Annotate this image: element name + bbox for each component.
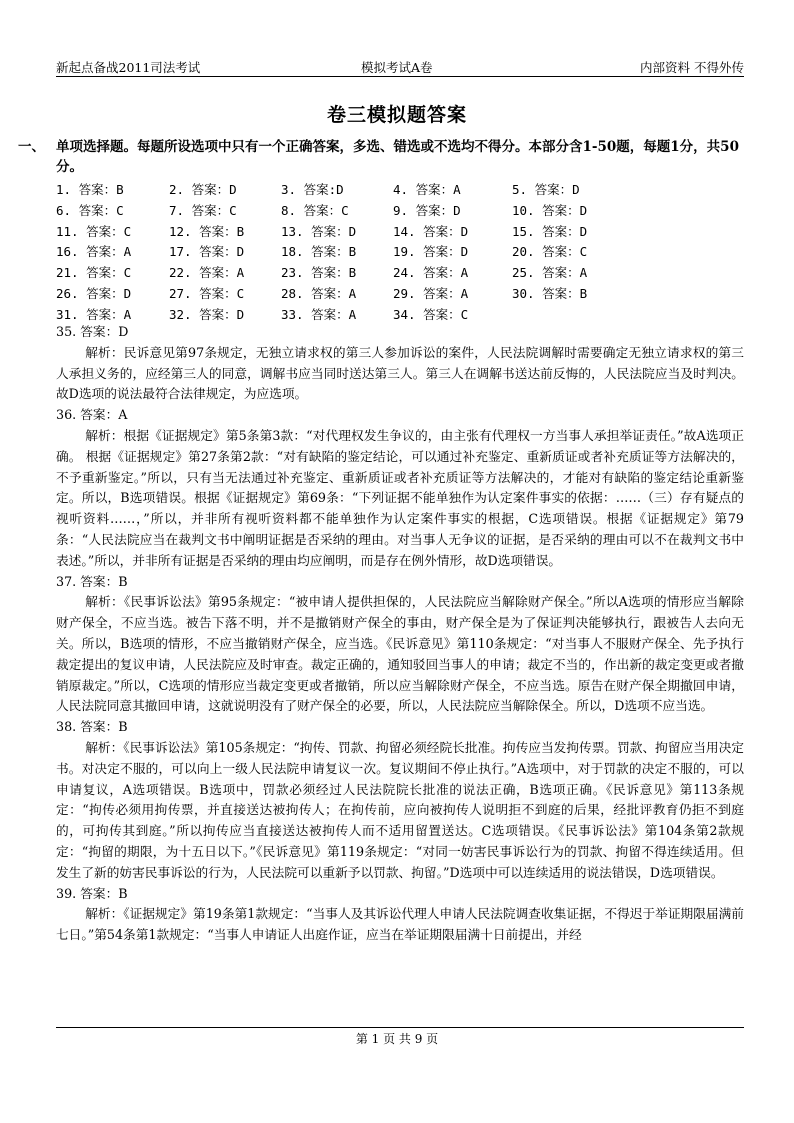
answer-item: 14. 答案：D — [393, 223, 469, 239]
answer-item: 10. 答案：D — [512, 202, 588, 218]
answer-row — [56, 263, 746, 284]
answer-row — [56, 180, 746, 201]
section-heading — [18, 137, 744, 177]
answer-item: 13. 答案：D — [281, 223, 357, 239]
answer-item: 30. 答案：B — [512, 285, 588, 301]
answer-item: 19. 答案：D — [393, 244, 469, 260]
answer-item: 8. 答案：C — [281, 202, 349, 218]
answer-item: 21. 答案：C — [56, 265, 132, 281]
explanation-paragraph: 解析：根据《证据规定》第5条第3款：“对代理权发生争议的，由主张有代理权一方当事人承担举证责任。”故A选项正确。 根据《证据规定》第27条第2款：“对有缺陷的鉴定结论，可以通过补充鉴定、重新质证或者补充质证等方法解决的，不予重新鉴定。”所以，只有当无法通过补充鉴定、重新质证或者补充质证等方法解决的，才能对有缺陷的鉴定结论重新鉴定。所以，B选项错误。根据《证据规定》第69条：“下列证据不能单独作为认定案件事实的依据：……（三）存有疑点的视听资料……，”所以，并非所有视听资料都不能单独作为认定案件事实的根据，C选项错误。根据《证据规定》第79条：“人民法院应当在裁判文书中阐明证据是否采纳的理由。对当事人无争议的证据，是否采纳的理由可以不在裁判文书中表述。”所以，并非所有证据是否采纳的理由均应阐明，而是存在例外情形，故D选项错误。 — [56, 427, 744, 568]
section-text: 单项选择题。每题所设选项中只有一个正确答案，多选、错选或不选均不得分。本部分含1-50题，每题1分，共50分。 — [56, 139, 739, 175]
answer-item: 18. 答案：B — [281, 244, 357, 260]
answer-item: 32. 答案：D — [169, 306, 245, 322]
answer-line: 35. 答案：D — [56, 324, 129, 339]
page-footer: 第 1 页 共 9 页 — [355, 1032, 439, 1046]
answer-item: 1. 答案：B — [56, 182, 124, 197]
answer-line: 38. 答案：B — [56, 719, 128, 735]
answer-line: 39. 答案：B — [56, 885, 128, 901]
answer-item: 31. 答案：A — [56, 306, 132, 322]
answer-item: 9. 答案：D — [393, 202, 461, 218]
answer-item: 33. 答案：A — [281, 306, 357, 322]
answer-item: 4. 答案：A — [393, 182, 461, 197]
answer-item: 7. 答案：C — [169, 202, 237, 218]
answer-item: 22. 答案：A — [169, 265, 245, 281]
answer-item: 6. 答案：C — [56, 202, 124, 218]
section-number: 一、 — [18, 139, 45, 155]
answer-line: 37. 答案：B — [56, 573, 128, 589]
answer-item: 34. 答案：C — [393, 306, 469, 322]
explanation-paragraph: 解析：民诉意见第97条规定，无独立请求权的第三人参加诉讼的案件，人民法院调解时需要确定无独立请求权的第三人承担义务的，应经第三人的同意，调解书应当同时送达第三人。第三人在调解书送达前反悔的，人民法院应当及时判决。故D选项的说法最符合法律规定，为应选项。 — [56, 344, 744, 402]
answer-item: 25. 答案：A — [512, 265, 588, 281]
answer-item: 16. 答案：A — [56, 244, 132, 260]
explanations — [56, 322, 744, 946]
answer-row — [56, 242, 746, 263]
explanation-paragraph: 解析：《民事诉讼法》第95条规定：“被申请人提供担保的，人民法院应当解除财产保全。”所以A选项的情形应当解除财产保全，不应当选。被告下落不明，并不是撤销财产保全的事由，财产保全是为了保证判决能够执行，跟被告人去向无关。所以，B选项的情形，不应当撤销财产保全，应当选。《民诉意见》第110条规定：“对当事人不服财产保全、先予执行裁定提出的复议申请，人民法院应及时审查。裁定正确的，通知驳回当事人的申请；裁定不当的，作出新的裁定变更或者撤销原裁定。”所以，C选项的情形应当裁定变更或者撤销，所以应当解除财产保全，不应当选。原告在财产保全期撤回申请，人民法院同意其撤回申请，这就说明没有了财产保全的必要，所以，人民法院应当解除保全。所以，D选项不应当选。 — [56, 594, 744, 714]
answer-row — [56, 222, 746, 243]
answer-item: 12. 答案：B — [169, 223, 245, 239]
answer-item: 24. 答案：A — [393, 265, 469, 281]
answer-line: 36. 答案：A — [56, 407, 128, 423]
answer-grid — [56, 180, 746, 326]
answer-item: 11. 答案：C — [56, 223, 132, 239]
explanation-paragraph: 解析：《证据规定》第19条第1款规定：“当事人及其诉讼代理人申请人民法院调查收集证据，不得迟于举证期限届满前七日。”第54条第1款规定：“当事人申请证人出庭作证，应当在举证期限届满十日前提出，并经 — [56, 906, 744, 943]
answer-item: 28. 答案：A — [281, 285, 357, 301]
answer-row — [56, 284, 746, 305]
header-center: 模拟考试A卷 — [361, 60, 433, 75]
answer-row — [56, 201, 746, 222]
answer-item: 15. 答案：D — [512, 223, 588, 239]
answer-item: 5. 答案：D — [512, 182, 580, 197]
answer-item: 17. 答案：D — [169, 244, 245, 260]
answer-item: 26. 答案：D — [56, 285, 132, 301]
answer-item: 27. 答案：C — [169, 285, 245, 301]
answer-item: 3. 答案:D — [281, 182, 344, 197]
answer-item: 20. 答案：C — [512, 244, 588, 260]
answer-item: 29. 答案：A — [393, 285, 469, 301]
footer-divider — [56, 1027, 744, 1028]
header-right: 内部资料 不得外传 — [640, 60, 744, 75]
page-title: 卷三模拟题答案 — [326, 104, 467, 126]
explanation-paragraph: 解析：《民事诉讼法》第105条规定：“拘传、罚款、拘留必须经院长批准。拘传应当发拘传票。罚款、拘留应当用决定书。对决定不服的，可以向上一级人民法院申请复议一次。复议期间不停止执行。”A选项中，对于罚款的决定不服的，可以申请复议，A选项错误。B选项中，罚款必须经过人民法院院长批准的说法正确，B选项正确。《民诉意见》第113条规定：“拘传必须用拘传票，并直接送达被拘传人；在拘传前，应向被拘传人说明拒不到庭的后果，经批评教育仍拒不到庭的，可拘传其到庭。”所以拘传应当直接送达被拘传人而不适用留置送达。C选项错误。《民事诉讼法》第104条第2款规定：“拘留的期限，为十五日以下。”《民诉意见》第119条规定：“对同一妨害民事诉讼行为的罚款、拘留不得连续适用。但发生了新的妨害民事诉讼的行为，人民法院可以重新予以罚款、拘留。”D选项中可以连续适用的说法错误，D选项错误。 — [56, 739, 744, 880]
answer-item: 23. 答案：B — [281, 265, 357, 281]
header-left: 新起点备战2011司法考试 — [56, 60, 201, 75]
page-header — [56, 58, 744, 77]
answer-item: 2. 答案：D — [169, 182, 237, 197]
